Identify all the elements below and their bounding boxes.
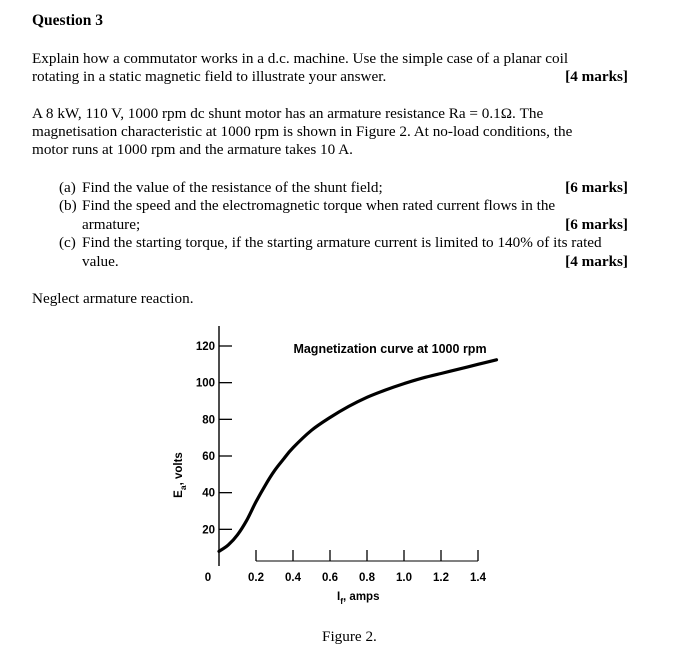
magnetization-curve-line [219,360,497,552]
part-c-marks: [4 marks] [565,253,628,270]
part-c-text-1: Find the starting torque, if the starting armature current is limited to 140% of its rated [82,234,602,251]
part-b-label: (b) [59,197,77,214]
y-tick-label: 120 [195,341,215,353]
part-a-label: (a) [59,179,76,196]
x-tick-label: 0.6 [322,572,338,584]
problem-line-3: motor runs at 1000 rpm and the armature takes 10 A. [32,141,353,158]
problem-line-1: A 8 kW, 110 V, 1000 rpm dc shunt motor has an armature resistance Ra = 0.1Ω. The [32,105,544,122]
question-title: Question 3 [32,12,104,29]
chart-title: Magnetization curve at 1000 rpm [293,342,487,356]
part-b-marks: [6 marks] [565,216,628,233]
x-ticks [248,550,487,584]
x-origin-label: 0 [204,572,212,584]
x-tick-label: 1.0 [396,572,412,584]
y-tick-label: 60 [202,451,215,463]
x-tick-label: 0.8 [359,572,375,584]
part-b-text-1: Find the speed and the electromagnetic torque when rated current flows in the [82,197,556,214]
figure-caption: Figure 2. [322,628,377,645]
part-c-text-2: value. [82,253,119,270]
y-tick-label: 100 [195,377,215,390]
y-ticks [196,341,232,536]
x-tick-label: 0.4 [285,572,301,584]
part-c-label: (c) [59,234,76,251]
y-axis-label-main: E [173,490,185,498]
part-b-text-2: armature; [82,216,141,233]
intro-line-2: rotating in a static magnetic field to illustrate your answer. [32,68,387,85]
x-axis-label-rest: , amps [343,591,380,603]
y-axis-label-rest: , volts [173,452,185,486]
part-a-text: Find the value of the resistance of the shunt field; [82,179,383,196]
intro-line-1: Explain how a commutator works in a d.c. machine. Use the simple case of a planar coil [32,50,569,67]
y-axis-label [173,452,188,498]
note-text: Neglect armature reaction. [32,290,194,307]
problem-line-2: magnetisation characteristic at 1000 rpm is shown in Figure 2. At no-load conditions, the [32,123,573,140]
y-axis-label-sub: a [178,485,188,491]
x-tick-label: 0.2 [248,572,264,584]
x-tick-label: 1.4 [470,572,486,584]
x-axis-label-sub: f [340,596,344,606]
y-tick-label: 40 [202,487,215,500]
x-axis-label [337,591,379,606]
part-a-marks: [6 marks] [565,179,628,196]
intro-marks: [4 marks] [565,68,628,85]
x-tick-label: 1.2 [433,572,449,584]
y-tick-label: 80 [202,414,215,427]
x-axis-label-main: I [337,591,341,603]
y-tick-label: 20 [202,524,215,537]
